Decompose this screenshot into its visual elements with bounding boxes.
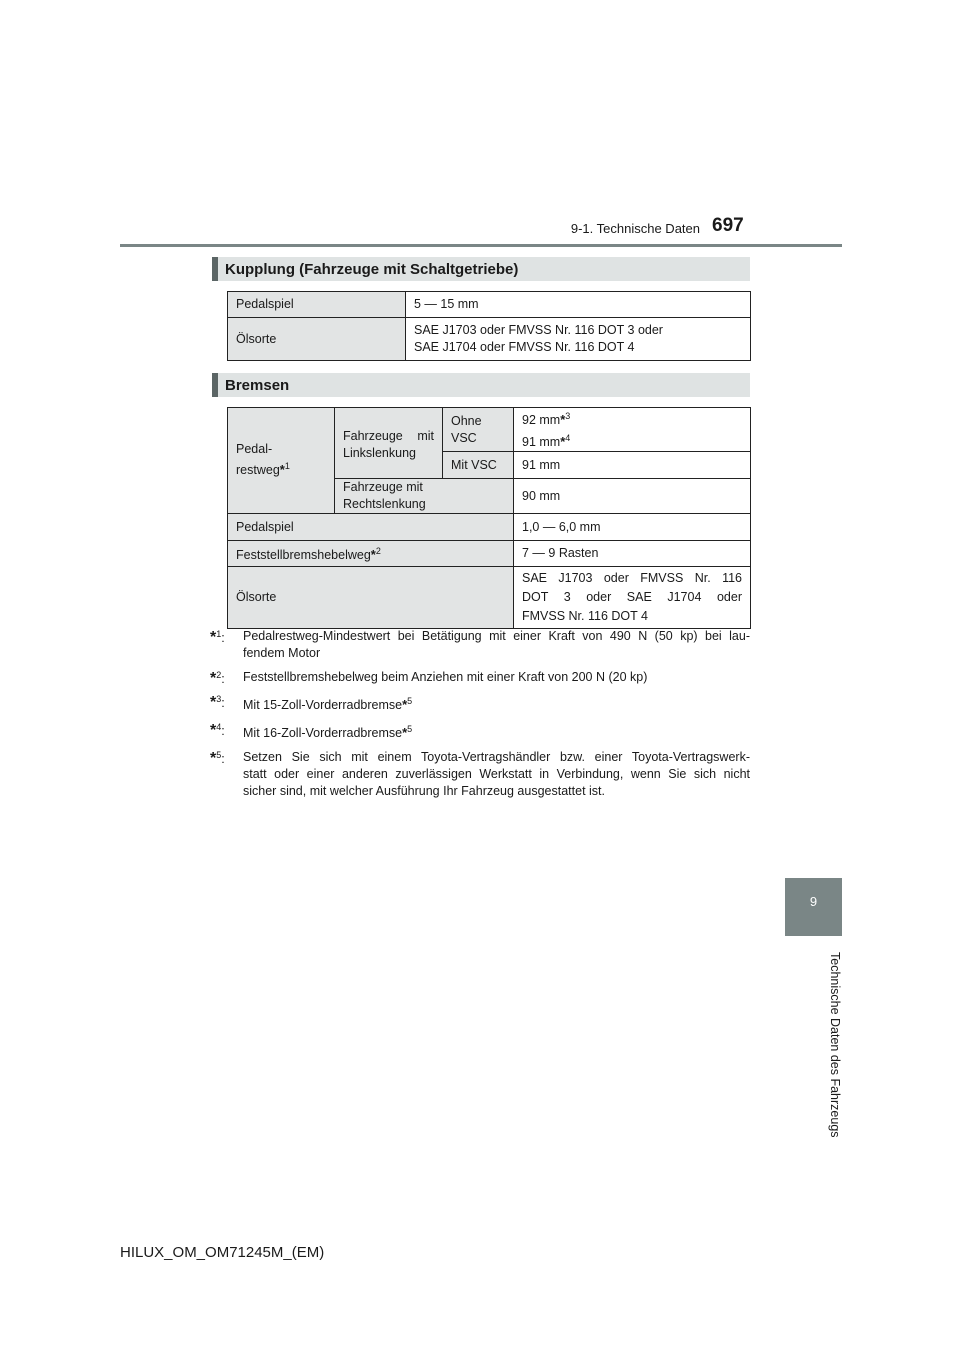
footnote-marker: *$^2$:: [210, 670, 225, 688]
footnote-ref: 4: [565, 432, 571, 443]
value-line: [522, 430, 742, 451]
footnote-star-icon: *: [210, 722, 217, 740]
pedal-play-value: 1,0 — 6,0 mm: [514, 514, 751, 541]
label-line: Pedal-: [236, 442, 273, 457]
spec-value: 5 — 15 mm: [406, 292, 751, 318]
chapter-title-vertical: Technische Daten des Fahrzeugs: [828, 952, 842, 1138]
pedal-travel-label: [228, 408, 335, 514]
footnote-star-icon: *: [560, 412, 566, 428]
brakes-spec-table: [227, 407, 751, 629]
lhd-label: [335, 408, 443, 479]
table-row: [228, 318, 751, 361]
brake-fluid-label: Ölsorte: [228, 567, 514, 629]
footnote-number: 5: [216, 750, 222, 761]
label-line: [236, 458, 326, 479]
footnote-marker: *$^1$:: [210, 629, 225, 647]
footnote-ref: 1: [284, 461, 290, 472]
footnote-line: Mit 15-Zoll-Vorderradbremse: [243, 698, 403, 713]
with-vsc-label: Mit VSC: [443, 452, 514, 479]
section-heading-brakes: [212, 373, 750, 397]
value-text: 92 mm: [522, 413, 561, 428]
brake-fluid-value: [514, 567, 751, 629]
footnote: [210, 749, 750, 800]
spec-value: [406, 318, 751, 361]
document-id: HILUX_OM_OM71245M_(EM): [120, 1244, 325, 1261]
label-line: Fahrzeuge mit: [343, 429, 434, 443]
value-line: FMVSS Nr. 116 DOT 4: [522, 609, 648, 623]
footnotes: [210, 628, 750, 807]
value-line: SAE J1703 oder FMVSS Nr. 116: [522, 571, 742, 585]
footnote-star-icon: *: [210, 670, 217, 688]
footnote-marker: *$^5$:: [210, 750, 225, 768]
footnote-text: Feststellbremshebelweg beim Anziehen mit einer Kraft von 200 N (20 kp): [243, 670, 648, 684]
section-title: Bremsen: [225, 377, 290, 394]
footnote-star-icon: *: [560, 433, 566, 449]
label-line: Linkslenkung: [343, 446, 416, 460]
label-text: Feststellbremshebelweg: [236, 548, 371, 563]
without-vsc-label: Ohne VSC: [443, 408, 514, 452]
value-text: 91 mm: [522, 434, 561, 449]
footnote: [210, 669, 750, 686]
footnote-text: Setzen Sie sich mit einem Toyota-Vertragshändler bzw. einer Toyota-Vertragswerk-: [243, 750, 750, 765]
table-row: [228, 567, 751, 629]
footnote-star-icon: *: [210, 629, 217, 647]
rhd-value: 90 mm: [514, 479, 751, 514]
table-row: [228, 514, 751, 541]
section-heading-bar: [212, 373, 218, 397]
header-divider: [120, 244, 842, 247]
footnote-text: Pedalrestweg-Mindestwert bei Betätigung mit einer Kraft von 490 N (50 kp) bei lau-: [243, 629, 750, 643]
table-row: [228, 292, 751, 318]
footnote-star-icon: *: [210, 750, 217, 768]
footnote-text: [243, 693, 750, 714]
pedal-play-label: Pedalspiel: [228, 514, 514, 541]
footnote-marker: *$^3$:: [210, 694, 225, 712]
footnote-ref: 3: [565, 411, 571, 422]
footnote-text: sicher sind, mit welcher Ausführung Ihr Fahrzeug ausgestattet ist.: [243, 784, 605, 799]
footnote-ref: 5: [407, 724, 413, 735]
parking-brake-label: [228, 541, 514, 567]
footnote-number: 1: [216, 629, 222, 639]
footnote-number: 4: [216, 722, 222, 733]
footnote-text: fendem Motor: [243, 646, 321, 660]
footnote-star-icon: *: [402, 697, 408, 713]
footnote-number: 3: [216, 694, 222, 704]
footnote-number: 2: [216, 670, 222, 680]
footnote-text: [243, 721, 750, 742]
parking-brake-value: 7 — 9 Rasten: [514, 541, 751, 567]
value-line: DOT 3 oder SAE J1704 oder: [522, 590, 742, 604]
table-row: [228, 541, 751, 567]
footnote-star-icon: *: [279, 462, 285, 478]
label-text: restweg: [236, 463, 280, 478]
without-vsc-value: [514, 408, 751, 452]
chapter-number: 9: [809, 894, 818, 909]
with-vsc-value: 91 mm: [514, 452, 751, 479]
table-row: [228, 408, 751, 452]
chapter-tab: [785, 878, 842, 936]
footnote: [210, 721, 750, 742]
spec-value-line: SAE J1703 oder FMVSS Nr. 116 DOT 3 oder: [414, 323, 663, 337]
spec-label: Pedalspiel: [228, 292, 406, 318]
footnote-line: Mit 16-Zoll-Vorderradbremse: [243, 726, 403, 741]
header-section-title: 9-1. Technische Daten: [570, 221, 700, 236]
footnote-text: statt oder einer anderen zuverlässigen Werkstatt in Verbindung, wenn Sie sich nicht: [243, 767, 750, 782]
page-number: 697: [712, 215, 744, 236]
footnote-marker: *$^4$:: [210, 722, 225, 740]
spec-value-line: SAE J1704 oder FMVSS Nr. 116 DOT 4: [414, 340, 635, 354]
footnote-ref: 2: [375, 545, 381, 556]
footnote-ref: 5: [407, 696, 413, 706]
clutch-spec-table: [227, 291, 751, 361]
footnote-star-icon: *: [210, 694, 217, 712]
footnote: [210, 628, 750, 662]
value-line: [522, 408, 742, 429]
footnote-star-icon: *: [370, 547, 376, 563]
spec-label: Ölsorte: [228, 318, 406, 361]
section-title: Kupplung (Fahrzeuge mit Schaltgetriebe): [225, 261, 519, 278]
section-heading-clutch: [212, 257, 750, 281]
rhd-label: Fahrzeuge mit Rechtslenkung: [335, 479, 514, 514]
footnote: [210, 693, 750, 714]
footnote-star-icon: *: [402, 725, 408, 741]
section-heading-bar: [212, 257, 218, 281]
